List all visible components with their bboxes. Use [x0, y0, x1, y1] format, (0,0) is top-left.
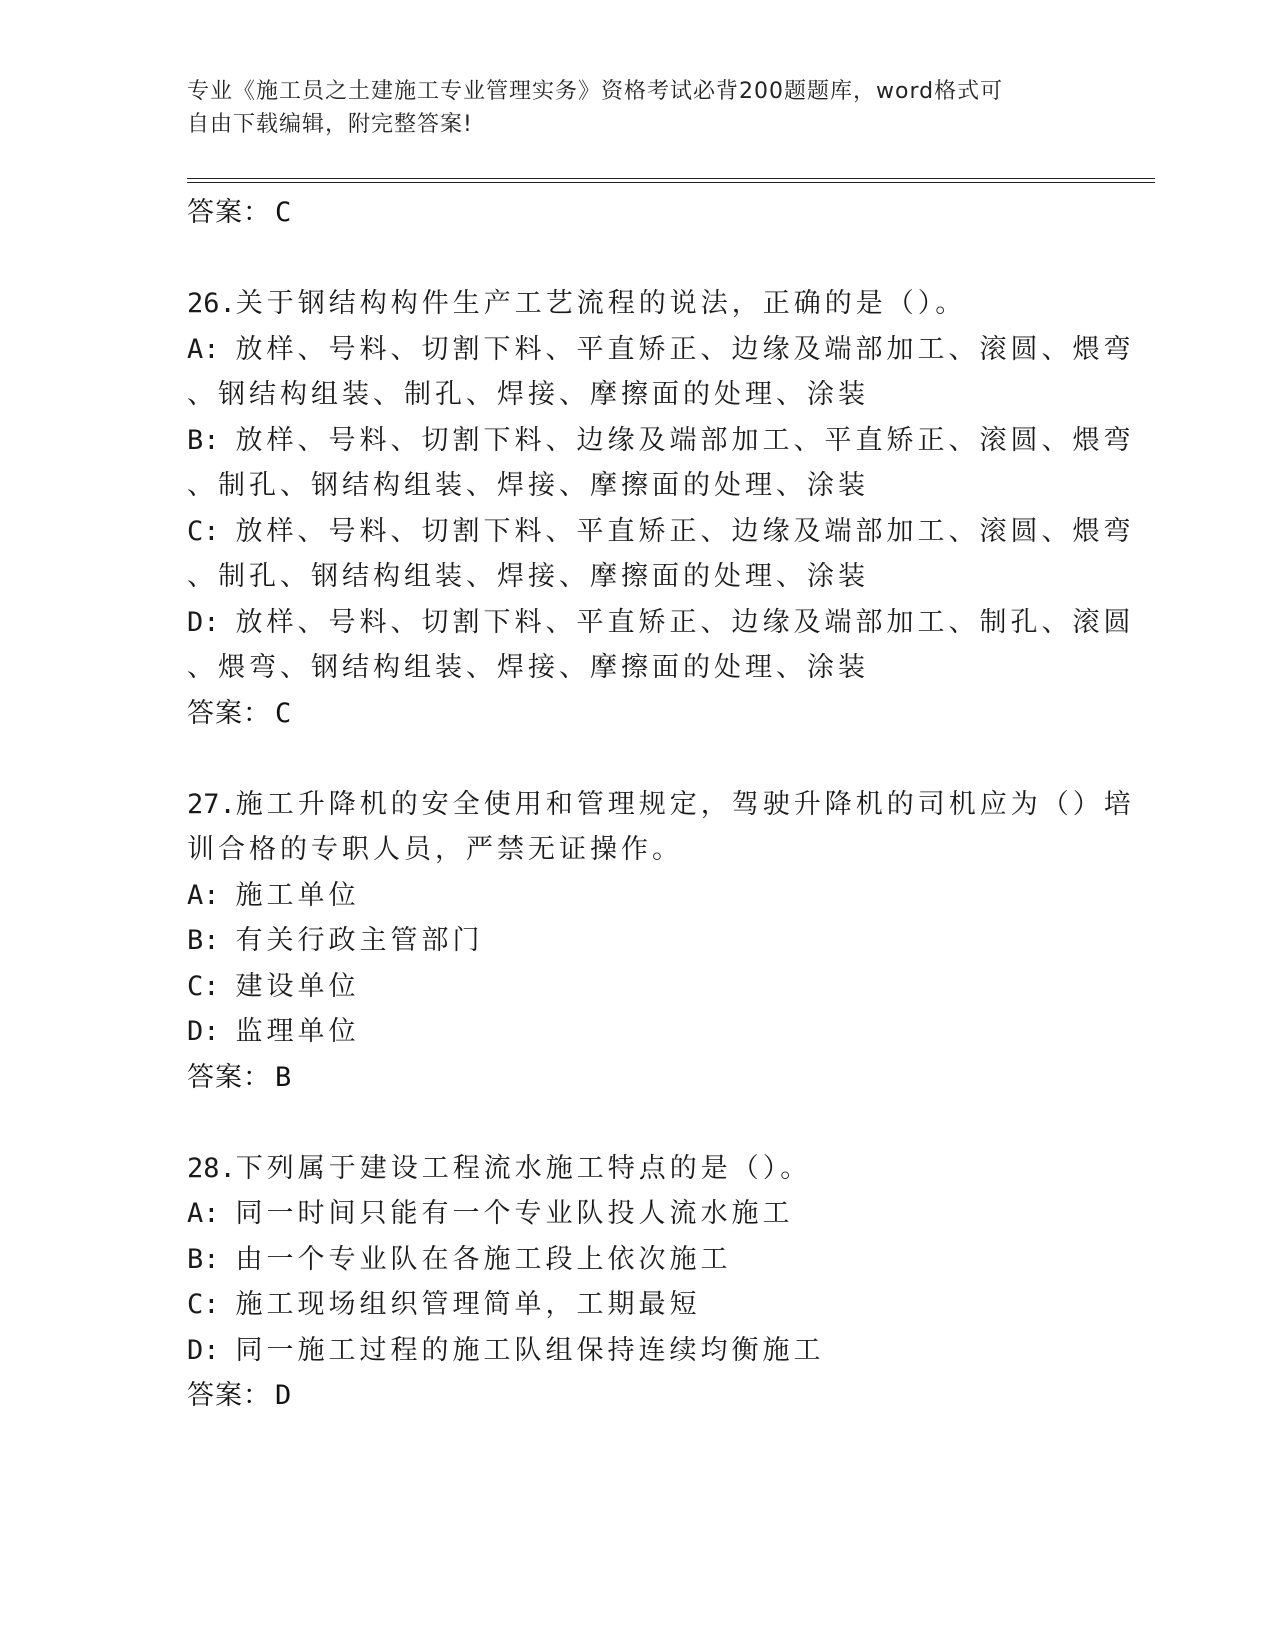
- option-a-continued: 、钢结构组装、制孔、焊接、摩擦面的处理、涂装: [187, 379, 869, 410]
- option-b-continued: 、制孔、钢结构组装、焊接、摩擦面的处理、涂装: [187, 470, 869, 501]
- spacer: [187, 1100, 1087, 1146]
- question-stem: [187, 281, 1087, 327]
- option-letter: C:: [187, 515, 220, 547]
- answer-label: 答案：: [187, 697, 271, 729]
- option-b: [187, 418, 1135, 464]
- option-c: [187, 964, 1087, 1010]
- question-list: [187, 190, 1135, 1419]
- option-text: 施工单位: [235, 879, 360, 911]
- answer-line: [187, 190, 1087, 236]
- option-letter: D:: [187, 1334, 220, 1366]
- option-text: 放样、号料、切割下料、平直矫正、边缘及端部加工、滚圆、煨弯: [235, 333, 1135, 365]
- option-b: [187, 918, 1087, 964]
- option-d: [187, 600, 1135, 646]
- answer-label: 答案：: [187, 1061, 271, 1093]
- option-letter: D:: [187, 606, 220, 638]
- answer-line: [187, 691, 1087, 737]
- option-text: 同一施工过程的施工队组保持连续均衡施工: [235, 1334, 825, 1366]
- question-stem-text: 施工升降机的安全使用和管理规定，驾驶升降机的司机应为（）培: [235, 788, 1135, 820]
- question-stem-text: 下列属于建设工程流水施工特点的是（）。: [235, 1152, 812, 1184]
- option-text: 由一个专业队在各施工段上依次施工: [235, 1243, 732, 1275]
- option-text: 同一时间只能有一个专业队投人流水施工: [235, 1198, 794, 1229]
- option-text: 监理单位: [235, 1016, 360, 1047]
- answer-line: [187, 1055, 1087, 1101]
- option-c: [187, 1282, 1087, 1328]
- page-header: [187, 75, 1067, 141]
- option-letter: A:: [187, 1198, 220, 1229]
- option-text: 放样、号料、切割下料、平直矫正、边缘及端部加工、制孔、滚圆: [235, 606, 1135, 638]
- answer-line: [187, 1373, 1087, 1419]
- option-b: [187, 1237, 1087, 1283]
- question-stem-text: 关于钢结构构件生产工艺流程的说法，正确的是（）。: [235, 288, 967, 319]
- answer-value: B: [275, 1061, 293, 1093]
- option-letter: B:: [187, 1243, 220, 1275]
- question-stem: [187, 782, 1135, 828]
- question-block: [187, 1146, 1087, 1419]
- option-letter: A:: [187, 333, 220, 365]
- option-d: [187, 1328, 1087, 1374]
- option-text: 施工现场组织管理简单，工期最短: [235, 1289, 701, 1320]
- option-a: [187, 327, 1135, 373]
- answer-value: C: [275, 697, 293, 729]
- answer-value: C: [275, 197, 293, 228]
- option-a: [187, 1191, 1087, 1237]
- answer-label: 答案：: [187, 197, 271, 228]
- option-d-continued: 、煨弯、钢结构组装、焊接、摩擦面的处理、涂装: [187, 652, 869, 683]
- spacer: [187, 236, 1087, 282]
- option-letter: B:: [187, 925, 220, 956]
- option-text: 建设单位: [235, 970, 360, 1002]
- option-text: 有关行政主管部门: [235, 925, 484, 956]
- option-letter: C:: [187, 1289, 220, 1320]
- question-number: 28.: [187, 1152, 236, 1184]
- spacer: [187, 736, 1087, 782]
- question-block: [187, 281, 1135, 736]
- header-divider: [187, 178, 1155, 183]
- option-letter: B:: [187, 424, 220, 456]
- option-letter: C:: [187, 970, 220, 1002]
- question-stem-continued: 训合格的专职人员，严禁无证操作。: [187, 834, 683, 865]
- header-line-2: 自由下载编辑，附完整答案!: [187, 112, 473, 137]
- option-letter: A:: [187, 879, 220, 911]
- option-a: [187, 873, 1087, 919]
- question-block: [187, 782, 1135, 1101]
- question-stem: [187, 1146, 1087, 1192]
- option-text: 放样、号料、切割下料、平直矫正、边缘及端部加工、滚圆、煨弯: [235, 515, 1135, 547]
- question-number: 26.: [187, 288, 236, 319]
- option-c: [187, 509, 1135, 555]
- answer-label: 答案：: [187, 1380, 271, 1411]
- option-c-continued: 、制孔、钢结构组装、焊接、摩擦面的处理、涂装: [187, 561, 869, 592]
- answer-value: D: [275, 1380, 293, 1411]
- option-text: 放样、号料、切割下料、边缘及端部加工、平直矫正、滚圆、煨弯: [235, 424, 1135, 456]
- option-d: [187, 1009, 1087, 1055]
- option-letter: D:: [187, 1016, 220, 1047]
- header-line-1: 专业《施工员之土建施工专业管理实务》资格考试必背200题题库，word格式可: [187, 79, 1004, 104]
- question-number: 27.: [187, 788, 236, 820]
